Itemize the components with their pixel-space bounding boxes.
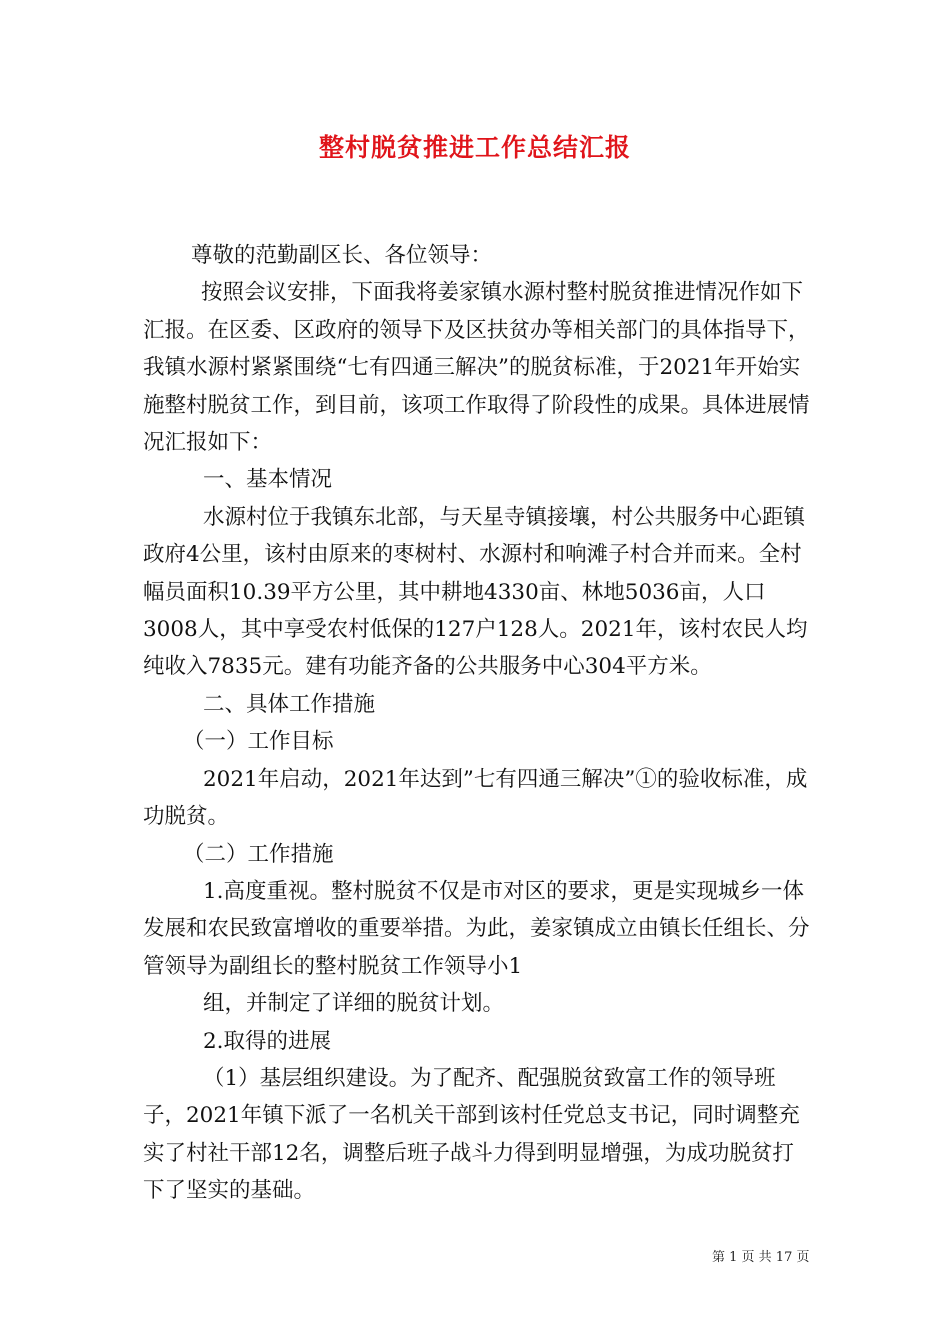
subheading-measures: （二）工作措施 xyxy=(183,841,334,867)
document-title: 整村脱贫推进工作总结汇报 xyxy=(318,133,631,162)
paragraph-intro: 按照会议安排，下面我将姜家镇水源村整村脱贫推进情况作如下汇报。在区委、区政府的领导下及区扶贫办等相关部门的具体指导下，我镇水源村紧紧围绕“七有四通三解决”的脱贫标准，于2021年开始实施整村脱贫工作，到目前，该项工作取得了阶段性的成果。具体进展情况汇报如下： xyxy=(143,280,810,456)
paragraph-organization: （1）基层组织建设。为了配齐、配强脱贫致富工作的领导班子，2021年镇下派了一名机关干部到该村任党总支书记，同时调整充实了村社干部12名，调整后班子战斗力得到明显增强，为成功脱贫打下了坚实的基础。 xyxy=(143,1065,800,1204)
document-body xyxy=(143,237,813,1210)
paragraph-goal: 2021年启动，2021年达到”七有四通三解决”①的验收标准，成功脱贫。 xyxy=(143,766,808,830)
paragraph-attention: 1.高度重视。整村脱贫不仅是市对区的要求，更是实现城乡一体发展和农民致富增收的重要举措。为此，姜家镇成立由镇长任组长、分管领导为副组长的整村脱贫工作领导小1 xyxy=(143,878,810,979)
subheading-progress: 2.取得的进展 xyxy=(203,1028,332,1054)
paragraph-plan: 组，并制定了详细的脱贫计划。 xyxy=(203,991,505,1017)
subheading-goal: （一）工作目标 xyxy=(183,729,334,755)
paragraph-basic-info: 水源村位于我镇东北部，与天星寺镇接壤，村公共服务中心距镇政府4公里，该村由原来的枣树村、水源村和响滩子村合并而来。全村幅员面积10.39平方公里，其中耕地4330亩、林地5036亩，人口3008人，其中享受农村低保的127户128人。2021年，该村农民人均纯收入7835元。建有功能齐备的公共服务中心304平方米。 xyxy=(143,504,808,680)
salutation: 尊敬的范勤副区长、各位领导： xyxy=(191,243,493,268)
section-heading-measures: 二、具体工作措施 xyxy=(203,691,376,717)
section-heading-basic: 一、基本情况 xyxy=(203,467,333,493)
page-footer: 第 1 页 共 17 页 xyxy=(712,1250,810,1265)
